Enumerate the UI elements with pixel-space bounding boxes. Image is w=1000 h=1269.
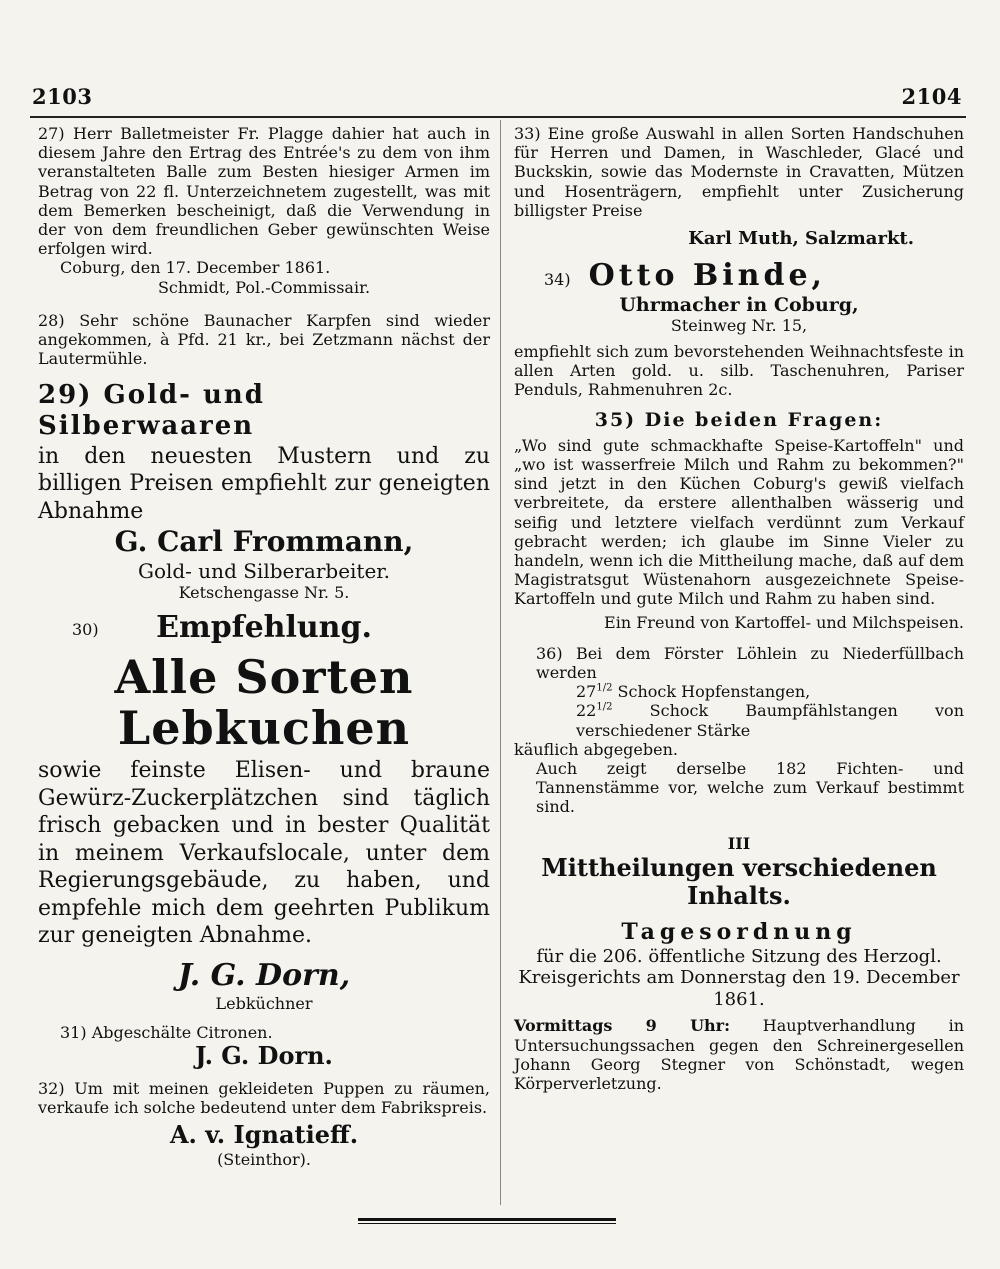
ad-31 <box>38 1023 490 1071</box>
ad-35-text: „Wo sind gute schmackhafte Speise-Kartoffeln" und „wo ist wasserfreie Milch und Rahm zu bekommen?" sind jetzt in den Küchen Coburg's gewiß vielfach verbreitete, da erstere allenthalben wässerig und seifig und letztere vielfach verdünnt zum Verkauf gebracht werden; ich glaube im Sinne Vieler zu handeln, wenn ich die Mittheilung mache, daß auf dem Magistratsgut Wüstenahorn ausgezeichnete Speise-Kartoffeln und gute Milch und Rahm zu haben sind. <box>514 435 964 609</box>
ad-30-head-row <box>38 610 490 646</box>
section-title: Mittheilungen verschiedenen Inhalts. <box>541 852 937 911</box>
ad-33-signature: Karl Muth, Salzmarkt. <box>688 227 914 249</box>
ad-36-item-2-fraction: 1/2 <box>596 701 613 713</box>
ad-36 <box>514 644 964 817</box>
ad-36-item-2-number: 22 <box>576 701 597 721</box>
left-column <box>38 124 490 1169</box>
session-time: Vormittags 9 Uhr: <box>514 1016 730 1036</box>
ad-27 <box>38 124 490 297</box>
agenda-text: für die 206. öffentliche Sitzung des Herzogl. Kreisgerichts am Donnerstag den 19. December 1861. <box>518 945 960 1010</box>
ad-29-trade: Gold- und Silberarbeiter. <box>137 558 391 583</box>
ad-30-name: J. G. Dorn, <box>177 957 351 993</box>
page-number-left: 2103 <box>32 84 93 109</box>
ad-30-heading: Empfehlung. <box>156 609 372 645</box>
ad-36-item-2-text: Schock Baumpfählstangen von verschiedener Stärke <box>576 701 964 740</box>
ad-34-head-row <box>514 258 964 294</box>
ad-31-name: J. G. Dorn. <box>195 1040 333 1070</box>
section-iii <box>514 834 964 1093</box>
ad-35-signature: Ein Freund von Kartoffel- und Milchspeisen. <box>604 612 964 632</box>
section-roman-numeral: III <box>727 834 751 854</box>
ad-36-text-3: Auch zeigt derselbe 182 Fichten- und Tannenstämme vor, welche zum Verkauf bestimmt sind. <box>536 758 964 817</box>
ad-33-text: 33) Eine große Auswahl in allen Sorten Handschuhen für Herren und Damen, in Waschleder, Glacé und Buckskin, sowie das Modernste in Cravatten, Mützen und Hosenträgern, empfiehlt unter Zusicherung billigster Preise <box>514 124 964 220</box>
ad-36-item-2 <box>514 701 964 739</box>
session-entry <box>514 1016 964 1093</box>
ad-30-trade: Lebküchner <box>215 993 313 1013</box>
ad-36-item-1 <box>514 682 964 701</box>
session-text: Hauptverhandlung in Untersuchungssachen gegen den Schreinergesellen Johann Georg Stegner von Schönstadt, wegen Körperverletzung. <box>514 1016 964 1093</box>
ad-31-text: 31) Abgeschälte Citronen. <box>60 1022 273 1042</box>
ad-32-name: A. v. Ignatieff. <box>169 1120 359 1150</box>
ad-29 <box>38 380 490 602</box>
ad-32 <box>38 1079 490 1169</box>
ad-27-place-date: Coburg, den 17. December 1861. <box>60 258 331 278</box>
ad-30-number: 30) <box>72 619 99 639</box>
ad-27-signature: Schmidt, Pol.-Commissair. <box>157 277 371 297</box>
ad-29-heading: 29) Gold- und Silberwaaren <box>38 380 265 442</box>
ad-34-number: 34) <box>544 269 571 289</box>
ad-34-name: Otto Binde, <box>588 257 826 293</box>
ad-32-address: (Steinthor). <box>217 1149 311 1169</box>
ad-29-name: G. Carl Frommann, <box>114 525 414 559</box>
ad-34 <box>514 258 964 400</box>
ad-36-item-1-fraction: 1/2 <box>596 682 613 694</box>
ad-35-heading: 35) Die beiden Fragen: <box>594 409 884 432</box>
ad-36-item-1-number: 27 <box>576 682 597 702</box>
ad-33 <box>514 124 964 250</box>
ad-27-text: 27) Herr Balletmeister Fr. Plagge dahier hat auch in diesem Jahre den Ertrag des Entrée's zu dem von ihm veranstalteten Balle zum Besten hiesiger Armen im Betrag von 22 fl. Unterzeichnetem zugestellt, was mit dem Bemerken bescheinigt, daß die Verwendung in der von dem freundlichen Geber gewünschten Weise erfolgen wird. <box>38 124 490 259</box>
ad-34-address: Steinweg Nr. 15, <box>670 316 808 336</box>
page-number-right: 2104 <box>901 84 962 109</box>
ad-28-text: 28) Sehr schöne Baunacher Karpfen sind wieder angekommen, à Pfd. 21 kr., bei Zetzmann nächst der Lautermühle. <box>38 310 490 369</box>
ad-30-headline: Alle Sorten Lebkuchen <box>114 649 414 755</box>
ad-30-text: sowie feinste Elisen- und braune Gewürz-Zuckerplätzchen sind täglich frisch gebacken und in bester Qualität in meinem Verkaufslocale, unter dem Regierungsgebäude, zu haben, und empfehle mich dem geehrten Publikum zur geneigten Abnahme. <box>38 758 490 949</box>
ad-36-text: 36) Bei dem Förster Löhlein zu Niederfüllbach werden <box>536 643 964 682</box>
ad-36-text-2: käuflich abgegeben. <box>514 739 678 759</box>
ad-36-item-1-text: Schock Hopfenstangen, <box>617 682 811 702</box>
right-column <box>514 124 964 1093</box>
header-rule <box>30 116 966 118</box>
ad-29-address: Ketschengasse Nr. 5. <box>178 582 350 602</box>
ad-29-text: in den neuesten Mustern und zu billigen Preisen empfiehlt zur geneigten Abnahme <box>38 443 490 524</box>
ad-30 <box>38 610 490 1013</box>
ad-35 <box>514 409 964 632</box>
agenda-heading: Tagesordnung <box>621 919 857 946</box>
ad-32-text: 32) Um mit meinen gekleideten Puppen zu räumen, verkaufe ich solche bedeutend unter dem Fabrikspreis. <box>38 1078 490 1117</box>
footer-rule-thin <box>358 1223 616 1224</box>
column-divider <box>500 120 501 1205</box>
ad-34-trade: Uhrmacher in Coburg, <box>619 293 859 316</box>
ad-28 <box>38 311 490 369</box>
footer-rule <box>358 1218 616 1221</box>
ad-34-text: empfiehlt sich zum bevorstehenden Weihnachtsfeste in allen Arten gold. u. silb. Taschenuhren, Pariser Penduls, Rahmenuhren 2c. <box>514 341 964 399</box>
